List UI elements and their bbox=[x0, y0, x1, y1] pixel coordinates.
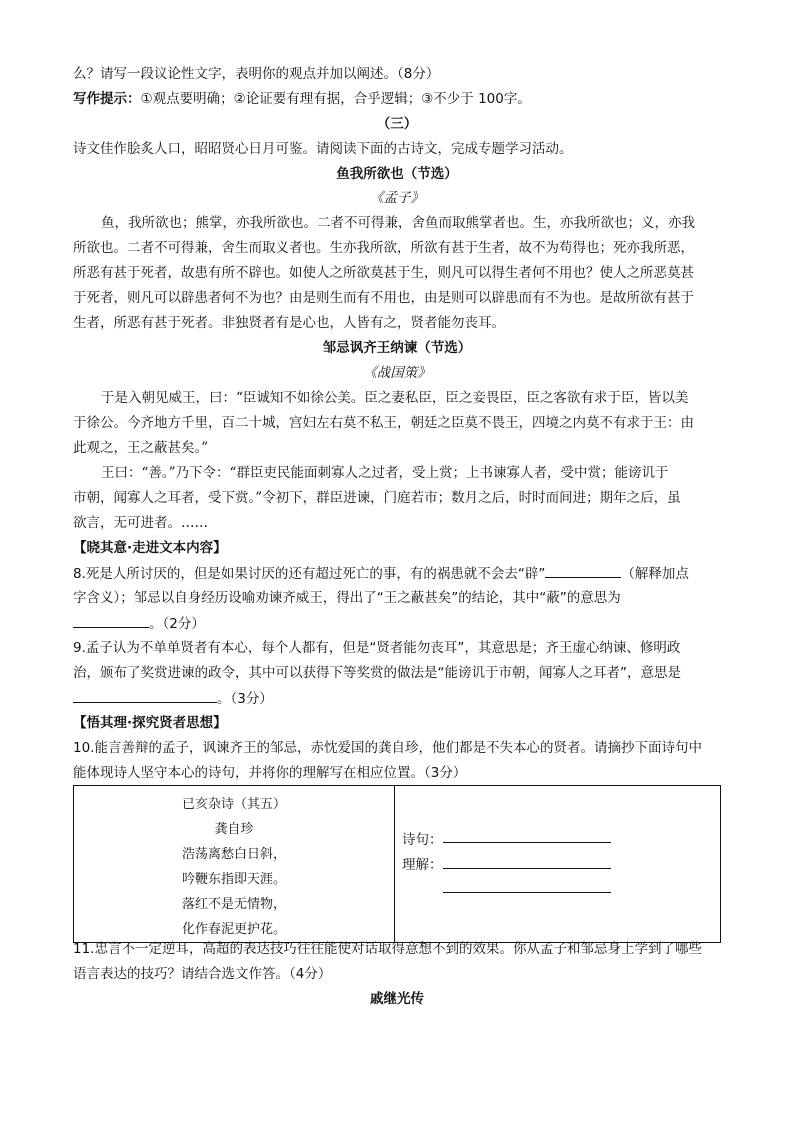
poem-line: 落红不是无情物， bbox=[181, 897, 286, 912]
q9-text-c: 。（3分） bbox=[217, 691, 273, 707]
text2-line: 欲言，无可进者。…… bbox=[73, 515, 208, 531]
poem-author: 龚自珍 bbox=[214, 822, 254, 837]
text1-line: 所恶有甚于死者，故患有所不辟也。如使人之所欲莫甚于生，则凡可以得生者何不用也？使人之所恶莫甚 bbox=[73, 265, 694, 281]
understand-answer-line-1[interactable] bbox=[443, 868, 611, 869]
poem-line: 吟鞭东指即天涯。 bbox=[181, 872, 286, 887]
q9-blank[interactable] bbox=[73, 690, 217, 703]
poem-title: 已亥杂诗（其五） bbox=[181, 797, 286, 812]
q8-text-d: 。（2分） bbox=[149, 616, 205, 632]
text1-title: 鱼我所欲也（节选） bbox=[336, 166, 458, 182]
writing-hint-label: 写作提示： bbox=[73, 91, 141, 107]
understand-answer-line-2[interactable] bbox=[443, 892, 611, 893]
verse-answer-line[interactable] bbox=[443, 842, 611, 843]
text1-line: 于死者，则凡可以辟患者何不为也？由是则生而有不用也，由是则可以辟患而有不为也。是故所欲有甚于 bbox=[73, 290, 694, 306]
q8-blank-2[interactable] bbox=[73, 615, 149, 628]
poem-cell bbox=[74, 786, 395, 943]
text2-line: 市朝，闻寡人之耳者，受下赏。”令初下，群臣进谏，门庭若市；数月之后，时时而间进；期年之后，虽 bbox=[73, 490, 681, 506]
text2-line: 于是入朝见威王，曰：“臣诚知不如徐公美。臣之妻私臣，臣之妾畏臣，臣之客欲有求于臣，皆以美 bbox=[101, 390, 689, 406]
q8-line2: 字含义）；邹忌以自身经历设喻劝谏齐威王，得出了“王之蔽甚矣”的结论，其中“蔽”的意思为 bbox=[73, 590, 621, 606]
section-number: （三） bbox=[376, 116, 418, 132]
text2-line: 此观之，王之蔽甚矣。” bbox=[73, 440, 209, 456]
q9-line3 bbox=[73, 690, 273, 707]
text1-source: 《孟子》 bbox=[370, 190, 424, 206]
q8-line3 bbox=[73, 615, 205, 632]
q10-line1: 10.能言善辩的孟子，讽谏齐王的邹忌，赤忱爱国的龚自珍，他们都是不失本心的贤者。请摘抄下面诗句中 bbox=[73, 740, 702, 756]
text2-line: 王曰：“善。”乃下令：“群臣吏民能面刺寡人之过者，受上赏；上书谏寡人者，受中赏；能谤讥于 bbox=[101, 465, 669, 481]
section-intro: 诗文佳作脍炙人口，昭昭贤心日月可鉴。请阅读下面的古诗文，完成专题学习活动。 bbox=[73, 141, 573, 157]
q11-line1: 11.忠言不一定逆耳，高超的表达技巧往往能使对话取得意想不到的效果。你从孟子和邹忌身上学到了哪些 bbox=[73, 941, 702, 957]
prev-question-tail: 么？请写一段议论性文字，表明你的观点并加以阐述。（8分） bbox=[73, 66, 440, 82]
q8-line1 bbox=[73, 565, 689, 582]
understand-label: 理解： bbox=[402, 857, 443, 873]
text1-line: 生者，所恶有甚于死者。非独贤者有是心也，人皆有之，贤者能勿丧耳。 bbox=[73, 315, 505, 331]
q10-line2: 能体现诗人坚守本心的诗句，并将你的理解写在相应位置。（3分） bbox=[73, 765, 467, 781]
q8-blank-1[interactable] bbox=[545, 565, 621, 578]
writing-hint bbox=[73, 91, 531, 107]
text2-source: 《战国策》 bbox=[363, 365, 431, 381]
poem-line: 浩荡离愁白日斜， bbox=[181, 847, 286, 862]
answer-cell bbox=[395, 786, 721, 943]
q10-answer-table bbox=[73, 785, 721, 943]
poem-line: 化作春泥更护花。 bbox=[181, 922, 286, 937]
writing-hint-text: ①观点要明确；②论证要有理有据，合乎逻辑；③不少于 100字。 bbox=[140, 91, 531, 107]
q9-line1: 9.孟子认为不单单贤者有本心，每个人都有，但是“贤者能勿丧耳”，其意思是；齐王虚心纳谏、修明政 bbox=[73, 640, 681, 656]
text2-title: 邹忌讽齐王纳谏（节选） bbox=[322, 340, 472, 356]
q11-line2: 语言表达的技巧？请结合选文作答。（4分） bbox=[73, 966, 332, 982]
text1-line: 所欲也。二者不可得兼，舍生而取义者也。生亦我所欲，所欲有甚于生者，故不为苟得也；死亦我所恶， bbox=[73, 240, 694, 256]
verse-label: 诗句： bbox=[402, 832, 443, 848]
next-text-title: 戚继光传 bbox=[370, 991, 424, 1007]
part2-heading: 【悟其理·探究贤者思想】 bbox=[73, 715, 227, 731]
q8-text-b: （解释加点 bbox=[621, 566, 689, 582]
part1-heading: 【晓其意·走进文本内容】 bbox=[73, 540, 227, 556]
q8-text-a: 8.死是人所讨厌的，但是如果讨厌的还有超过死亡的事，有的祸患就不会去“辟” bbox=[73, 566, 546, 582]
text2-line: 于徐公。今齐地方千里，百二十城，宫妇左右莫不私王，朝廷之臣莫不畏王，四境之内莫不有求于王：由 bbox=[73, 415, 694, 431]
text1-line: 鱼，我所欲也；熊掌，亦我所欲也。二者不可得兼，舍鱼而取熊掌者也。生，亦我所欲也；义，亦我 bbox=[101, 215, 695, 231]
q9-line2: 治，颁布了奖赏进谏的政令，其中可以获得下等奖赏的做法是“能谤讥于市朝，闻寡人之耳者”，意思是 bbox=[73, 665, 681, 681]
